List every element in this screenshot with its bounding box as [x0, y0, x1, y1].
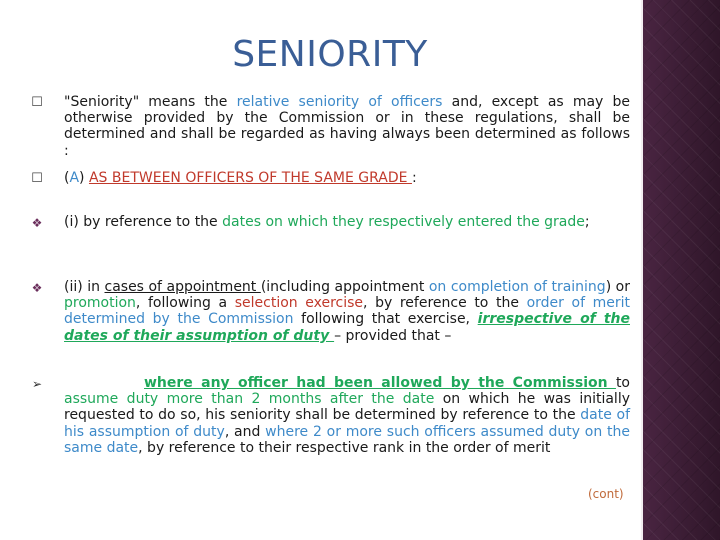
checkbox-bullet-icon: ☐ — [31, 95, 43, 110]
text-run: (including appointment — [260, 279, 429, 295]
arrow-bullet-icon: ➢ — [31, 377, 43, 391]
label-a: A — [69, 170, 80, 186]
highlight-assume-duty-later: assume duty more than 2 months after the date — [64, 391, 435, 408]
highlight-allowed-by-commission: where any officer had been allowed by the Commission — [144, 375, 616, 391]
text-run: to — [615, 375, 630, 391]
text-run: : — [411, 170, 417, 186]
highlight-relative-seniority: relative seniority of officers — [236, 94, 443, 110]
text-run: ; — [584, 214, 590, 230]
text-run: (ii) in — [64, 279, 105, 295]
rule-ii-paragraph — [64, 279, 630, 344]
text-run: , and — [224, 423, 266, 440]
cases-of-appointment-underlined: cases of appointment — [104, 279, 261, 295]
text-run: , following a — [135, 295, 235, 312]
text-run: (i) by reference to the — [64, 214, 223, 230]
highlight-irrespective-of-dates: irrespective of the dates of their assumption of duty — [64, 311, 630, 344]
text-run: and, except as may be otherwise provided by the Commission or in these regulations, shall be determined and shall be regarded as having always been determined as follows : — [64, 94, 630, 159]
text-run: following that exercise, — [293, 311, 478, 328]
highlight-selection-exercise: selection exercise — [234, 295, 364, 312]
highlight-entered-grade: dates on which they respectively entered the grade — [222, 214, 585, 230]
highlight-promotion: promotion — [64, 295, 136, 312]
continued-label: (cont) — [588, 487, 624, 501]
text-run: "Seniority" means the — [64, 94, 237, 110]
text-run: – provided that – — [334, 327, 452, 344]
highlight-order-of-merit: order of merit determined by the Commission — [64, 295, 630, 328]
text-run: , by reference to their respective rank in the order of merit — [138, 439, 551, 456]
same-grade-underlined: AS BETWEEN OFFICERS OF THE SAME GRADE — [88, 170, 412, 186]
checkbox-bullet-icon: ☐ — [31, 171, 43, 186]
text-run: ) — [79, 170, 89, 186]
same-grade-heading — [64, 170, 630, 186]
text-run: ) or — [605, 279, 630, 295]
decorative-side-panel — [641, 0, 720, 540]
seniority-definition-paragraph — [64, 94, 630, 159]
slide-title: SENIORITY — [232, 34, 428, 75]
highlight-completion-of-training: on completion of training — [428, 279, 606, 295]
rule-i-paragraph — [64, 214, 630, 230]
diamond-bullet-icon: ❖ — [31, 216, 43, 230]
highlight-two-or-more-officers: where 2 or more such officers assumed duty on the same date — [64, 423, 630, 456]
diamond-bullet-icon: ❖ — [31, 281, 43, 295]
text-run: , by reference to the — [363, 295, 527, 312]
proviso-paragraph — [64, 375, 630, 456]
highlight-date-of-assumption: date of his assumption of duty — [64, 407, 630, 440]
text-run: on which he was initially requested to do so, his seniority shall be determined by reference to the — [64, 391, 631, 424]
text-run: ( — [64, 170, 70, 186]
side-panel-border — [641, 0, 643, 540]
